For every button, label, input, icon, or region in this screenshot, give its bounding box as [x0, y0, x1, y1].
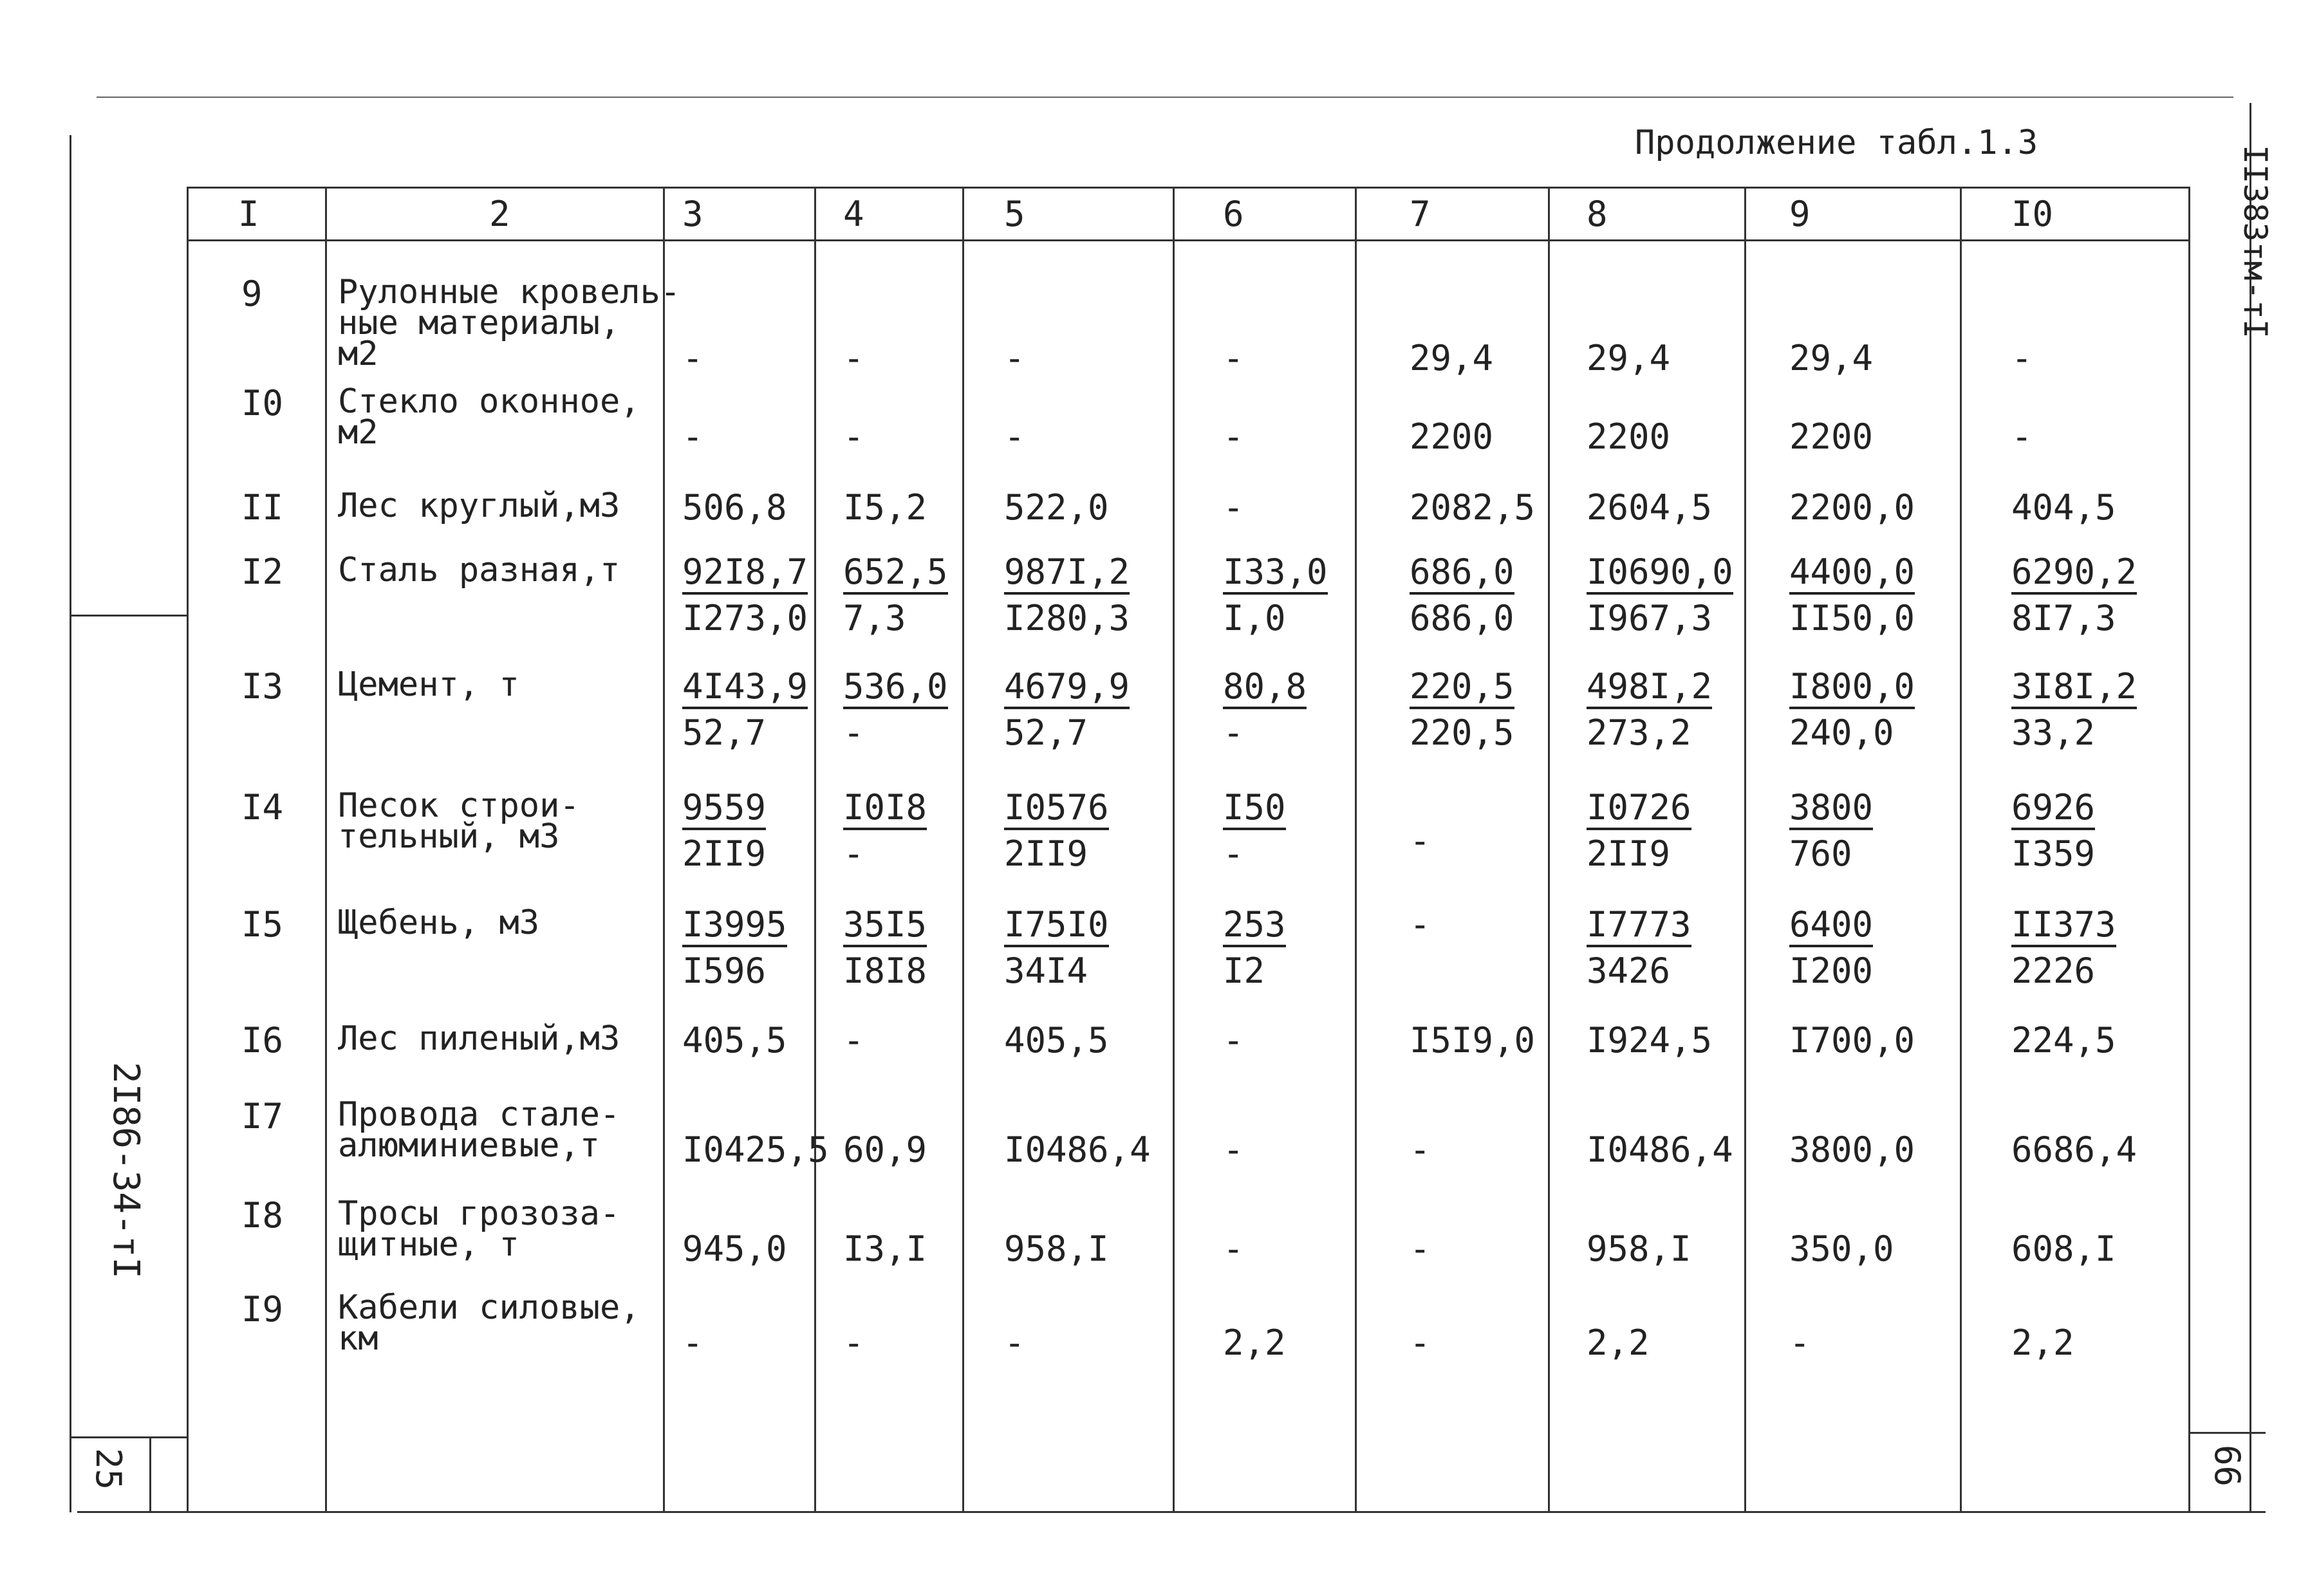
value-numerator: 4679,9 — [1004, 669, 1130, 709]
value-cell: 958,I — [1587, 1229, 1691, 1269]
column-header-7: 7 — [1410, 194, 1431, 234]
col-line-3 — [814, 187, 816, 1512]
value-cell: - — [2011, 338, 2033, 378]
value-numerator: 686,0 — [1410, 555, 1514, 595]
left-stamp-divider-bottom — [70, 1436, 189, 1438]
value-cell: I3,I — [843, 1229, 927, 1269]
value-cell: 2,2 — [1587, 1322, 1650, 1363]
value-numerator: 6290,2 — [2011, 555, 2137, 595]
material-name: Провода стале- алюминиевые,т — [338, 1095, 620, 1165]
value-cell: - — [1410, 1229, 1431, 1269]
column-header-9: 9 — [1789, 194, 1811, 234]
value-numerator: 4400,0 — [1789, 555, 1915, 595]
value-cell: - — [1223, 416, 1244, 457]
continuation-title: Продолжение табл.1.3 — [1635, 124, 2038, 162]
value-cell: - — [682, 338, 703, 378]
row-number: I3 — [241, 666, 284, 707]
column-header-8: 8 — [1587, 194, 1608, 234]
value-cell: 2604,5 — [1587, 487, 1713, 528]
value-cell: 29,4 — [1587, 338, 1671, 378]
value-cell: 350,0 — [1789, 1229, 1894, 1269]
value-cell: 29,4 — [1410, 338, 1494, 378]
value-numerator: I0726 — [1587, 790, 1691, 830]
value-cell: 2200 — [1410, 416, 1494, 457]
value-numerator: 3I8I,2 — [2011, 669, 2137, 709]
value-denominator: I359 — [2011, 833, 2096, 874]
value-cell: 6686,4 — [2011, 1129, 2137, 1170]
value-numerator: I0576 — [1004, 790, 1109, 830]
value-cell: - — [1004, 1322, 1025, 1363]
col-line-6 — [1355, 187, 1357, 1512]
col-line-7 — [1548, 187, 1550, 1512]
value-cell: 29,4 — [1789, 338, 1874, 378]
value-cell: 60,9 — [843, 1129, 927, 1170]
value-denominator: 2II9 — [682, 833, 767, 874]
value-cell: I0486,4 — [1004, 1129, 1151, 1170]
col-line-8 — [1744, 187, 1746, 1512]
value-cell: I5,2 — [843, 487, 927, 528]
material-name: Лес пиленый,м3 — [338, 1019, 620, 1058]
value-cell: 2,2 — [2011, 1322, 2074, 1363]
material-name: Лес круглый,м3 — [338, 487, 620, 525]
page-bottom-border — [77, 1511, 2266, 1513]
value-cell: - — [1223, 1020, 1244, 1061]
frame-right-border — [2188, 187, 2190, 1512]
row-number: I2 — [241, 552, 284, 592]
value-denominator: I,0 — [1223, 598, 1286, 638]
column-header-10: I0 — [2011, 194, 2054, 234]
value-cell: I924,5 — [1587, 1020, 1713, 1061]
value-cell: 2200 — [1587, 416, 1671, 457]
frame-top-border — [97, 97, 2233, 98]
frame-left-border — [70, 135, 71, 1512]
value-cell: 2200 — [1789, 416, 1874, 457]
col-line-4 — [962, 187, 964, 1512]
value-cell: - — [1004, 338, 1025, 378]
value-cell: - — [1410, 821, 1431, 861]
row-number: I5 — [241, 904, 284, 945]
value-cell: - — [843, 1322, 864, 1363]
row-number: I7 — [241, 1096, 284, 1137]
value-denominator: II50,0 — [1789, 598, 1915, 638]
value-numerator: 92I8,7 — [682, 555, 808, 595]
value-numerator: 80,8 — [1223, 669, 1307, 709]
table-top-border — [187, 187, 2188, 189]
row-number: I8 — [241, 1195, 284, 1236]
value-numerator: 35I5 — [843, 907, 927, 947]
value-numerator: I7773 — [1587, 907, 1691, 947]
value-numerator: 4I43,9 — [682, 669, 808, 709]
material-name: Кабели силовые, км — [338, 1288, 640, 1358]
value-numerator: 253 — [1223, 907, 1286, 947]
value-denominator: 2II9 — [1004, 833, 1088, 874]
material-name: Песок строи- тельный, м3 — [338, 786, 580, 856]
value-cell: - — [1223, 1129, 1244, 1170]
value-numerator: 987I,2 — [1004, 555, 1130, 595]
value-denominator: - — [843, 712, 864, 753]
value-denominator: 7,3 — [843, 598, 906, 638]
row-number: II — [241, 487, 284, 528]
value-cell: - — [1410, 1129, 1431, 1170]
left-stamp-divider-top — [70, 615, 189, 617]
left-stamp-inner-line — [149, 1436, 151, 1512]
value-cell: 3800,0 — [1789, 1129, 1915, 1170]
doc-code-left: 2I86-34-тI — [105, 1062, 147, 1279]
value-numerator: I33,0 — [1223, 555, 1328, 595]
value-denominator: - — [1223, 712, 1244, 753]
value-cell: - — [1410, 1322, 1431, 1363]
value-numerator: I50 — [1223, 790, 1286, 830]
col-line-2 — [663, 187, 665, 1512]
col-line-9 — [1960, 187, 1962, 1512]
value-numerator: 6926 — [2011, 790, 2095, 830]
row-number: I9 — [241, 1289, 284, 1330]
material-name: Тросы грозоза- щитные, т — [338, 1194, 620, 1264]
value-numerator: I75I0 — [1004, 907, 1109, 947]
value-denominator: 52,7 — [682, 712, 767, 753]
value-cell: I0425,5 — [682, 1129, 829, 1170]
value-cell: I5I9,0 — [1410, 1020, 1536, 1061]
value-cell: - — [1789, 1322, 1811, 1363]
value-cell: - — [682, 1322, 703, 1363]
value-cell: - — [843, 416, 864, 457]
value-cell: 405,5 — [1004, 1020, 1109, 1061]
page-number-right: 66 — [2207, 1445, 2248, 1487]
value-denominator: - — [1223, 833, 1244, 874]
column-header-6: 6 — [1223, 194, 1244, 234]
value-denominator: I200 — [1789, 951, 1874, 991]
value-numerator: I0I8 — [843, 790, 927, 830]
value-cell: - — [1004, 416, 1025, 457]
value-numerator: 6400 — [1789, 907, 1873, 947]
value-numerator: 498I,2 — [1587, 669, 1712, 709]
value-cell: 2200,0 — [1789, 487, 1915, 528]
value-cell: - — [2011, 416, 2033, 457]
material-name: Сталь разная,т — [338, 551, 620, 589]
value-cell: - — [1223, 487, 1244, 528]
value-numerator: 536,0 — [843, 669, 948, 709]
value-denominator: I596 — [682, 951, 767, 991]
value-denominator: 3426 — [1587, 951, 1671, 991]
value-denominator: I280,3 — [1004, 598, 1130, 638]
value-denominator: 760 — [1789, 833, 1852, 874]
row-number: I0 — [241, 383, 284, 423]
value-denominator: 52,7 — [1004, 712, 1088, 753]
column-header-1: I — [238, 194, 259, 234]
col-line-1 — [325, 187, 327, 1512]
row-number: 9 — [241, 274, 263, 314]
value-numerator: 9559 — [682, 790, 766, 830]
value-denominator: I967,3 — [1587, 598, 1713, 638]
value-cell: 404,5 — [2011, 487, 2116, 528]
column-header-2: 2 — [489, 194, 510, 234]
value-cell: - — [1223, 338, 1244, 378]
value-numerator: 3800 — [1789, 790, 1873, 830]
doc-code-right: II383тм-тI — [2237, 145, 2274, 339]
value-cell: - — [1410, 904, 1431, 945]
value-cell: 608,I — [2011, 1229, 2116, 1269]
column-header-3: 3 — [682, 194, 703, 234]
page-number-left: 25 — [88, 1448, 129, 1490]
value-cell: 405,5 — [682, 1020, 787, 1061]
value-cell: 506,8 — [682, 487, 787, 528]
value-denominator: - — [843, 833, 864, 874]
value-denominator: I273,0 — [682, 598, 808, 638]
value-cell: 958,I — [1004, 1229, 1109, 1269]
value-denominator: 33,2 — [2011, 712, 2096, 753]
material-name: Щебень, м3 — [338, 904, 540, 942]
material-name: Стекло оконное, м2 — [338, 382, 640, 452]
value-denominator: 8I7,3 — [2011, 598, 2116, 638]
header-bottom-border — [187, 239, 2188, 241]
value-cell: - — [1223, 1229, 1244, 1269]
value-cell: 945,0 — [682, 1229, 787, 1269]
value-denominator: 34I4 — [1004, 951, 1088, 991]
value-cell: 224,5 — [2011, 1020, 2116, 1061]
value-cell: - — [843, 338, 864, 378]
value-numerator: 220,5 — [1410, 669, 1514, 709]
right-stamp-divider — [2188, 1432, 2266, 1434]
column-header-5: 5 — [1004, 194, 1025, 234]
value-numerator: 652,5 — [843, 555, 948, 595]
value-numerator: I3995 — [682, 907, 787, 947]
col-line-0 — [187, 187, 189, 1512]
value-denominator: 220,5 — [1410, 712, 1514, 753]
value-cell: - — [682, 416, 703, 457]
column-header-4: 4 — [843, 194, 864, 234]
value-denominator: 273,2 — [1587, 712, 1691, 753]
material-name: Цемент, т — [338, 665, 519, 704]
value-cell: 2,2 — [1223, 1322, 1286, 1363]
value-denominator: 686,0 — [1410, 598, 1514, 638]
value-numerator: I0690,0 — [1587, 555, 1733, 595]
value-denominator: 240,0 — [1789, 712, 1894, 753]
material-name: Рулонные кровель- ные материалы, м2 — [338, 273, 681, 373]
row-number: I6 — [241, 1020, 284, 1061]
row-number: I4 — [241, 787, 284, 828]
value-cell: 2082,5 — [1410, 487, 1536, 528]
value-denominator: I8I8 — [843, 951, 927, 991]
value-cell: 522,0 — [1004, 487, 1109, 528]
value-numerator: II373 — [2011, 907, 2116, 947]
value-cell: - — [843, 1020, 864, 1061]
value-denominator: 2226 — [2011, 951, 2096, 991]
value-denominator: I2 — [1223, 951, 1265, 991]
value-denominator: 2II9 — [1587, 833, 1671, 874]
value-numerator: I800,0 — [1789, 669, 1915, 709]
value-cell: I0486,4 — [1587, 1129, 1733, 1170]
col-line-5 — [1173, 187, 1175, 1512]
value-cell: I700,0 — [1789, 1020, 1915, 1061]
